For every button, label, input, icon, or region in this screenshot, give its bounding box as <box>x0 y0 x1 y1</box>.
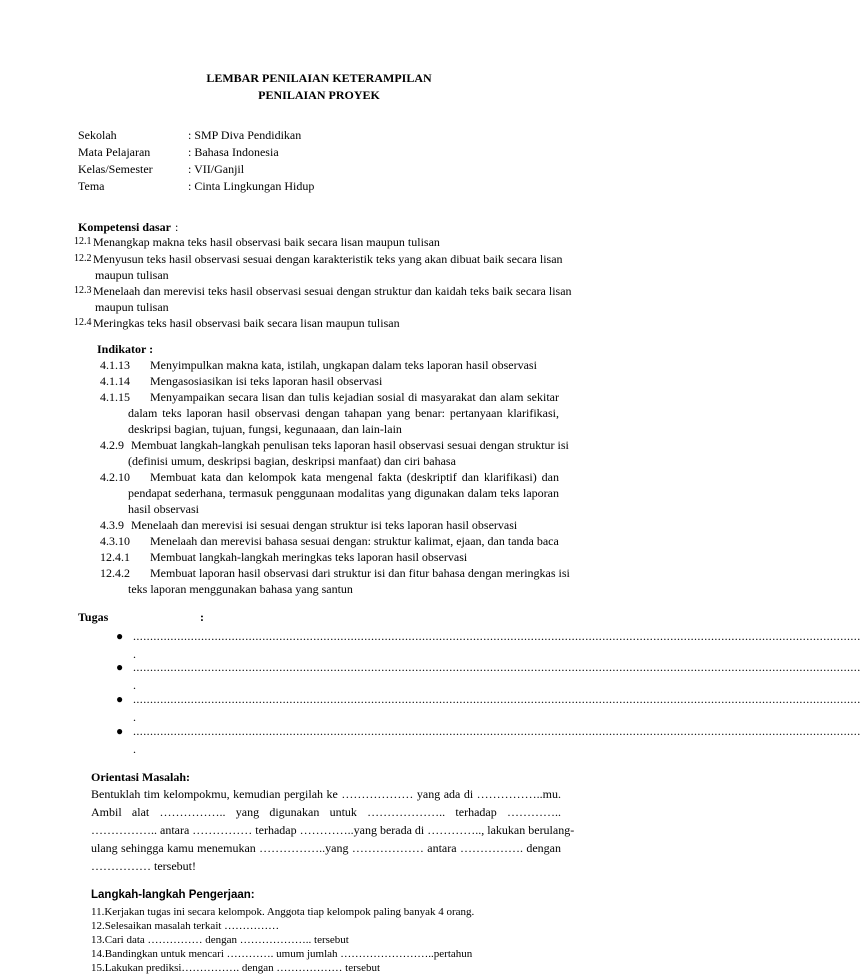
info-value-sekolah: : SMP Diva Pendidikan <box>188 128 302 142</box>
kd-text: Menelaah dan merevisi teks hasil observasi sesuai dengan struktur dan kaidah teks baik secara lisan <box>93 284 572 298</box>
indikator-text: Membuat langkah-langkah penulisan teks laporan hasil observasi sesuai dengan struktur isi <box>131 438 569 452</box>
indikator-text: hasil observasi <box>128 502 199 516</box>
langkah-item: 14.Bandingkan untuk mencari …………. umum jumlah ……………………..pertahun <box>91 948 473 960</box>
indikator-text: Menelaah dan merevisi bahasa sesuai dengan: struktur kalimat, ejaan, dan tanda baca <box>150 534 559 548</box>
indikator-text: (definisi umum, deskripsi bagian, deskripsi manfaat) dan ciri bahasa <box>128 454 456 468</box>
tugas-dotline-end: . <box>133 742 136 756</box>
info-value-mapel: : Bahasa Indonesia <box>188 145 279 159</box>
indikator-number: 4.1.14 <box>100 374 130 388</box>
orientasi-text: Bentuklah tim kelompokmu, kemudian pergilah ke ……………… yang ada di ……………..mu. <box>91 787 561 801</box>
indikator-number: 4.3.9 <box>100 518 124 532</box>
langkah-item: 12.Selesaikan masalah terkait …………… <box>91 920 280 932</box>
indikator-heading: Indikator : <box>97 342 154 356</box>
kd-number: 12.3 <box>74 285 92 296</box>
tugas-dotline: ...................................................................................................................................................................................................................... <box>133 692 861 706</box>
indikator-text: Membuat kata dan kelompok kata mengenal fakta (deskriptif dan klarifikasi) dan <box>150 470 559 484</box>
langkah-heading: Langkah-langkah Pengerjaan: <box>91 889 255 901</box>
bullet-icon: ● <box>116 660 124 674</box>
indikator-number: 12.4.1 <box>100 550 130 564</box>
document-subtitle: PENILAIAN PROYEK <box>258 88 380 102</box>
tugas-dotline: ...................................................................................................................................................................................................................... <box>133 724 861 738</box>
tugas-dotline: ...................................................................................................................................................................................................................... <box>133 629 861 643</box>
indikator-text: dalam teks laporan hasil observasi dengan tahapan yang benar: pertanyaan klarifikasi, <box>128 406 559 420</box>
info-value-kelas: : VII/Ganjil <box>188 162 245 176</box>
info-label-kelas: Kelas/Semester <box>78 162 153 176</box>
tugas-colon: : <box>200 610 204 624</box>
kd-text: Menyusun teks hasil observasi sesuai dengan karakteristik teks yang akan dibuat baik secara lisan <box>93 252 563 266</box>
kd-text: maupun tulisan <box>95 300 169 314</box>
indikator-text: Menelaah dan merevisi isi sesuai dengan struktur isi teks laporan hasil observasi <box>131 518 518 532</box>
indikator-text: teks laporan menggunakan bahasa yang santun <box>128 582 353 596</box>
indikator-text: deskripsi bagian, tujuan, fungsi, kegunaaan, dan lain-lain <box>128 422 402 436</box>
orientasi-text: Ambil alat …………….. yang digunakan untuk ……………….. terhadap ………….. <box>91 805 561 819</box>
kd-number: 12.2 <box>74 253 92 264</box>
info-value-tema: : Cinta Lingkungan Hidup <box>188 179 315 193</box>
kd-number: 12.1 <box>74 236 92 247</box>
orientasi-heading: Orientasi Masalah: <box>91 770 190 784</box>
kd-text: Menangkap makna teks hasil observasi baik secara lisan maupun tulisan <box>93 235 440 249</box>
kompetensi-heading: Kompetensi dasar <box>78 220 171 234</box>
indikator-text: Menyampaikan secara lisan dan tulis kejadian sosial di masyarakat dan alam sekitar <box>150 390 559 404</box>
indikator-text: Membuat langkah-langkah meringkas teks laporan hasil observasi <box>150 550 468 564</box>
kompetensi-colon: : <box>175 220 179 234</box>
indikator-number: 4.2.9 <box>100 438 124 452</box>
tugas-dotline-end: . <box>133 647 136 661</box>
kd-text: Meringkas teks hasil observasi baik secara lisan maupun tulisan <box>93 316 400 330</box>
orientasi-text: …………… tersebut! <box>91 859 196 873</box>
tugas-dotline: ...................................................................................................................................................................................................................... <box>133 660 861 674</box>
info-label-sekolah: Sekolah <box>78 128 117 142</box>
indikator-text: Menyimpulkan makna kata, istilah, ungkapan dalam teks laporan hasil observasi <box>150 358 537 372</box>
info-label-mapel: Mata Pelajaran <box>78 145 151 159</box>
bullet-icon: ● <box>116 629 124 643</box>
indikator-text: Membuat laporan hasil observasi dari struktur isi dan fitur bahasa dengan meringkas isi <box>150 566 570 580</box>
indikator-number: 4.1.13 <box>100 358 130 372</box>
orientasi-text: ulang sehingga kamu menemukan ……………..yang ……………… antara ……………. dengan <box>91 841 561 855</box>
indikator-number: 12.4.2 <box>100 566 130 580</box>
info-label-tema: Tema <box>78 179 105 193</box>
indikator-number: 4.3.10 <box>100 534 130 548</box>
kd-text: maupun tulisan <box>95 268 169 282</box>
langkah-item: 13.Cari data …………… dengan ……………….. tersebut <box>91 934 349 946</box>
indikator-text: pendapat sederhana, termasuk penggunaan modalitas yang digunakan dalam teks laporan <box>128 486 559 500</box>
tugas-heading: Tugas <box>78 610 109 624</box>
tugas-dotline-end: . <box>133 710 136 724</box>
langkah-item: 15.Lakukan prediksi……………. dengan ……………… tersebut <box>91 962 381 974</box>
indikator-number: 4.1.15 <box>100 390 130 404</box>
bullet-icon: ● <box>116 724 124 738</box>
indikator-text: Mengasosiasikan isi teks laporan hasil observasi <box>150 374 383 388</box>
document-title: LEMBAR PENILAIAN KETERAMPILAN <box>206 71 432 85</box>
bullet-icon: ● <box>116 692 124 706</box>
tugas-dotline-end: . <box>133 678 136 692</box>
orientasi-text: …………….. antara …………… terhadap …………..yang berada di ………….., lakukan berulang- <box>91 823 575 837</box>
indikator-number: 4.2.10 <box>100 470 130 484</box>
langkah-item: 11.Kerjakan tugas ini secara kelompok. Anggota tiap kelompok paling banyak 4 orang. <box>91 906 475 918</box>
kd-number: 12.4 <box>74 317 92 328</box>
